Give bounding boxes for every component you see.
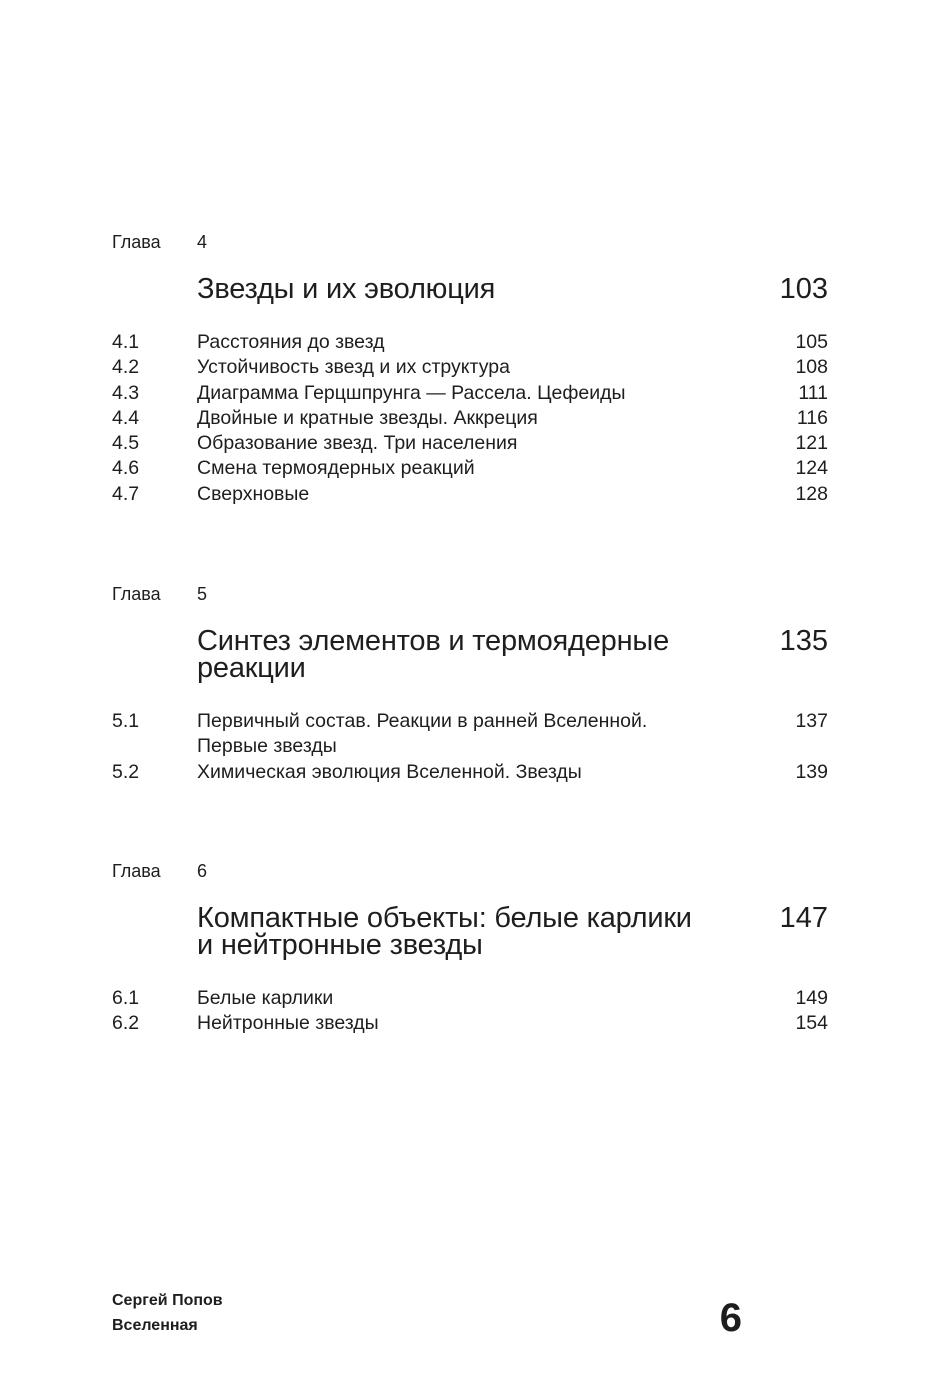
chapter-label (112, 232, 828, 252)
chapter-page: 135 (779, 625, 828, 657)
section-title: Образование звезд. Три населения (197, 432, 518, 455)
toc-entry[interactable] (112, 381, 828, 406)
section-page: 124 (795, 457, 828, 480)
section-number: 5.1 (112, 710, 140, 732)
section-page: 128 (795, 482, 828, 505)
chapter-number: 5 (197, 584, 208, 604)
running-footer (112, 1288, 223, 1338)
chapter-label-word: Глава (112, 584, 161, 604)
section-page: 154 (795, 1012, 828, 1035)
section-title: Первичный состав. Реакции в ранней Вселенной. Первые звезды (197, 710, 648, 758)
chapter-heading (112, 625, 828, 684)
section-number: 4.3 (112, 381, 140, 404)
section-title: Нейтронные звезды (197, 1012, 379, 1035)
section-number: 5.2 (112, 760, 140, 783)
chapter-5 (112, 584, 828, 785)
chapter-label (112, 861, 828, 881)
section-number: 4.4 (112, 406, 140, 429)
section-page: 105 (795, 331, 828, 353)
chapter-label-word: Глава (112, 861, 161, 881)
toc-entry[interactable] (112, 355, 828, 380)
section-page: 116 (796, 406, 828, 429)
toc-entry[interactable] (112, 330, 828, 355)
section-title: Химическая эволюция Вселенной. Звезды (197, 760, 582, 783)
toc-entry[interactable] (112, 456, 828, 481)
page-number: 6 (719, 1296, 742, 1340)
toc-entry[interactable] (112, 709, 828, 760)
section-number: 4.5 (112, 432, 140, 455)
toc-entry[interactable] (112, 1011, 828, 1036)
section-page: 111 (798, 381, 828, 404)
section-title: Двойные и кратные звезды. Аккреция (197, 406, 538, 429)
chapter-label (112, 584, 828, 604)
section-title: Расстояния до звезд (197, 331, 385, 353)
footer-author: Сергей Попов (112, 1292, 223, 1309)
section-title: Смена термоядерных реакций (197, 457, 475, 480)
toc-entry[interactable] (112, 760, 828, 785)
toc-entry[interactable] (112, 406, 828, 431)
section-page: 108 (795, 356, 828, 379)
section-list (112, 330, 828, 507)
footer-book-title: Вселенная (112, 1317, 198, 1334)
section-page: 137 (795, 710, 828, 732)
section-number: 4.6 (112, 457, 140, 480)
chapter-number: 6 (197, 861, 208, 881)
chapter-title[interactable]: Компактные объекты: белые карлики и нейтронные звезды (197, 902, 692, 961)
toc-entry[interactable] (112, 986, 828, 1011)
section-list (112, 986, 828, 1037)
toc-entry[interactable] (112, 431, 828, 456)
section-number: 6.2 (112, 1012, 140, 1035)
chapter-6 (112, 861, 828, 1037)
section-number: 4.2 (112, 356, 140, 379)
section-number: 6.1 (112, 987, 140, 1009)
chapter-title[interactable]: Синтез элементов и термоядерные реакции (197, 625, 670, 684)
chapter-4 (112, 232, 828, 507)
toc-entry[interactable] (112, 482, 828, 507)
section-title: Сверхновые (197, 482, 310, 505)
section-number: 4.1 (112, 331, 140, 353)
section-page: 149 (795, 987, 828, 1009)
section-title: Белые карлики (197, 987, 334, 1009)
section-page: 139 (795, 760, 828, 783)
chapter-title[interactable]: Звезды и их эволюция (197, 273, 496, 305)
chapter-number: 4 (197, 232, 208, 252)
chapter-page: 103 (779, 273, 828, 305)
section-list (112, 709, 828, 785)
chapter-label-word: Глава (112, 232, 161, 252)
chapter-heading (112, 902, 828, 961)
section-title: Устойчивость звезд и их структура (197, 356, 510, 379)
section-title: Диаграмма Герцшпрунга — Рассела. Цефеиды (197, 381, 626, 404)
chapter-heading (112, 273, 828, 305)
chapter-page: 147 (779, 902, 828, 934)
section-page: 121 (795, 432, 828, 455)
section-number: 4.7 (112, 482, 140, 505)
